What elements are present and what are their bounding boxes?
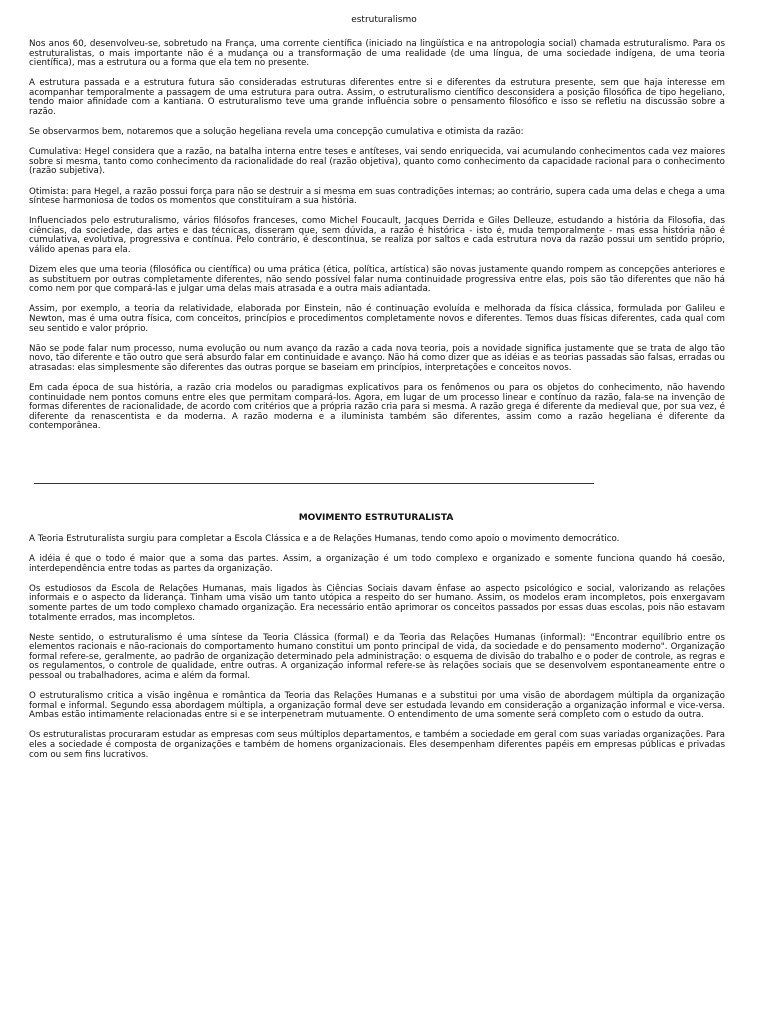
paragraph: Cumulativa: Hegel considera que a razão, na batalha interna entre teses e antíteses, vai sendo enriquecida, vai acumulando conhecimentos cada vez maiores sobre si mesma, tanto como conhecimento da racionalidade do real (razão objetiva), quanto como conhecimento da capacidade racional para o conhecimento (razão subjetiva). xyxy=(29,147,725,177)
paragraph: Os estruturalistas procuraram estudar as empresas com seus múltiplos departamentos, e também a sociedade em geral com suas variadas organizações. Para eles a sociedade é composta de organizações e também de homens organizacionais. Eles desempenham diferentes papéis em empresas públicas e privadas com ou sem fins lucrativos. xyxy=(29,730,725,760)
paragraph: A Teoria Estruturalista surgiu para completar a Escola Clássica e a de Relações Humanas, tendo como apoio o movimento democrático. xyxy=(29,534,620,544)
paragraph: Não se pode falar num processo, numa evolução ou num avanço da razão a cada nova teoria, pois a novidade significa justamente que se trata de algo tão novo, tão diferente e tão outro que será absurdo falar em continuidade e avanço. Não há como dizer que as idéias e as teorias passadas são falsas, erradas ou atrasadas: elas simplesmente são diferentes das outras porque se baseiam em princípios, interpretações e conceitos novos. xyxy=(29,343,725,373)
paragraph: Otimista: para Hegel, a razão possui força para não se destruir a si mesma em suas contradições internas; ao contrário, supera cada uma delas e chega a uma síntese harmoniosa de todos os momentos que constituíram a sua história. xyxy=(29,186,725,207)
paragraph: Nos anos 60, desenvolveu-se, sobretudo na França, uma corrente científica (iniciado na lingüística e na antropologia social) chamada estruturalismo. Para os estruturalistas, o mais importante não é a mudança ou a transformação de uma realidade (de uma língua, de uma sociedade indígena, de uma teoria científica), mas a estrutura ou a forma que ela tem no presente. xyxy=(29,39,725,69)
document-title: estruturalismo xyxy=(351,15,417,25)
part2-text-section xyxy=(29,535,725,771)
paragraph: O estruturalismo critica a visão ingênua e romântica da Teoria das Relações Humanas e a substitui por uma visão de abordagem múltipla da organização formal e informal. Segundo essa abordagem múltipla, a organização formal deve ser estudada levando em consideração a organização informal e vice-versa. Ambas estão intimamente relacionadas entre si e se interpenetram mutuamente. O entendimento de uma somente será completo com o estudo da outra. xyxy=(29,691,725,721)
section-heading: MOVIMENTO ESTRUTURALISTA xyxy=(298,513,454,523)
paragraph: Se observarmos bem, notaremos que a solução hegeliana revela uma concepção cumulativa e otimista da razão: xyxy=(29,127,524,138)
paragraph: Os estudiosos da Escola de Relações Humanas, mais ligados às Ciências Sociais davam ênfase ao aspecto psicológico e social, valorizando as relações informais e o aspecto da liderança. Tinham uma visão um tanto utópica a respeito do ser humano. Assim, os modelos eram incompletos, pois enxergavam somente partes de um todo complexo chamado organização. Era necessário então aprimorar os conceitos passados por essas duas escolas, pois não estavam totalmente errados, mas incompletos. xyxy=(29,583,725,623)
paragraph: Dizem eles que uma teoria (filosófica ou científica) ou uma prática (ética, política, artística) são novas justamente quando rompem as concepções anteriores e as substituem por outras completamente diferentes, não sendo possível falar numa continuidade progressiva entre elas, pois são tão diferentes que não há como nem por que compará-las e julgar uma delas mais atrasada e a outra mais adiantada. xyxy=(29,265,725,295)
horizontal-divider xyxy=(34,483,594,484)
paragraph: Neste sentido, o estruturalismo é uma síntese da Teoria Clássica (formal) e da Teoria das Relações Humanas (informal): "Encontrar equilíbrio entre os elementos racionais e não-racionais do comportamento humano constitui um ponto principal de vida, da sociedade e do pensamento moderno". Organização formal refere-se, geralmente, ao padrão de organização determinado pela administração: o esquema de divisão do trabalho e o poder de controle, as regras e os regulamentos, o controle de qualidade, entre outras. A organização informal refere-se às relações sociais que se desenvolvem espontaneamente entre o pessoal ou trabalhadores, acima e além da formal. xyxy=(29,632,725,682)
paragraph: Em cada época de sua história, a razão cria modelos ou paradigmas explicativos para os fenômenos ou para os objetos do conhecimento, não havendo continuidade nem pontos comuns entre eles que permitam compará-los. Agora, em lugar de um processo linear e contínuo da razão, fala-se na invenção de formas diferentes de racionalidade, de acordo com critérios que a própria razão cria para si mesma. A razão grega é diferente da medieval que, por sua vez, é diferente da renascentista e da moderna. A razão moderna e a iluminista também são diferentes, assim como a razão hegeliana é diferente da contemporânea. xyxy=(29,382,725,432)
paragraph: Assim, por exemplo, a teoria da relatividade, elaborada por Einstein, não é continuação evoluída e melhorada da física clássica, formulada por Galileu e Newton, mas é uma outra física, com conceitos, princípios e procedimentos completamente novos e diferentes. Temos duas físicas diferentes, cada qual com seu sentido e valor próprio. xyxy=(29,304,725,334)
paragraph: Influenciados pelo estruturalismo, vários filósofos franceses, como Michel Foucault, Jacques Derrida e Giles Delleuze, estudando a história da Filosofia, das ciências, da sociedade, das artes e das técnicas, disseram que, sem dúvida, a razão é histórica - isto é, muda temporalmente - mas essa história não é cumulativa, evolutiva, progressiva e contínua. Pelo contrário, é descontínua, se realiza por saltos e cada estrutura nova da razão possui um sentido próprio, válido apenas para ela. xyxy=(29,216,725,255)
paragraph: A idéia é que o todo é maior que a soma das partes. Assim, a organização é um todo complexo e organizado e somente funciona quando há coesão, interdependência entre todas as partes da organização. xyxy=(29,554,725,574)
part1-text-section xyxy=(29,40,725,442)
paragraph: A estrutura passada e a estrutura futura são consideradas estruturas diferentes entre si e diferentes da estrutura presente, sem que haja interesse em acompanhar temporalmente a passagem de uma estrutura para outra. Assim, o estruturalismo científico desconsidera a posição filosófica de tipo hegeliano, tendo maior afinidade com a kantiana. O estruturalismo teve uma grande influência sobre o pensamento filosófico e isso se refletiu na discussão sobre a razão. xyxy=(29,78,725,118)
